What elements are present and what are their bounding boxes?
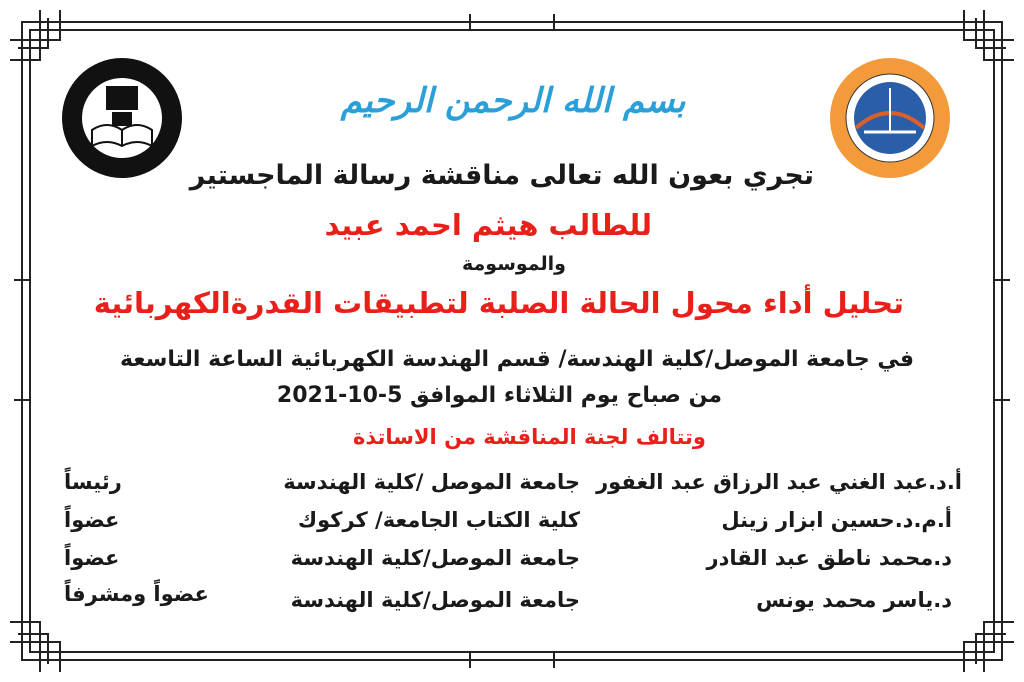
basmala-calligraphy [340, 40, 686, 150]
committee-member-row [0, 508, 1024, 548]
member-affiliation: كلية الكتاب الجامعة/ كركوك [297, 508, 580, 532]
member-role: عضواً ومشرفاً [64, 582, 209, 606]
committee-member-row [0, 470, 1024, 510]
basmala-text: بسم الله الرحمن الرحيم [340, 81, 686, 121]
committee-member-row [0, 582, 1024, 628]
committee-heading: وتتالف لجنة المناقشة من الاساتذة [352, 425, 706, 449]
college-of-engineering-logo [830, 58, 950, 178]
member-affiliation: جامعة الموصل /كلية الهندسة [283, 470, 580, 494]
member-name: د.محمد ناطق عبد القادر [706, 546, 952, 570]
date-line: من صباح يوم الثلاثاء الموافق 5-10-2021 [276, 383, 722, 408]
titled-label: والموسومة [462, 253, 566, 275]
place-time-line: في جامعة الموصل/كلية الهندسة/ قسم الهندسة الكهربائية الساعة التاسعة [119, 347, 914, 372]
student-name: للطالب هيثم احمد عبيد [324, 208, 652, 242]
member-affiliation: جامعة الموصل/كلية الهندسة [290, 588, 580, 612]
member-role: عضواً [64, 508, 120, 532]
member-role: رئيساً [64, 470, 122, 494]
thesis-title: تحليل أداء محول الحالة الصلبة لتطبيقات القدرةالكهربائية [93, 286, 904, 320]
member-affiliation: جامعة الموصل/كلية الهندسة [290, 546, 580, 570]
committee-member-row [0, 546, 1024, 586]
intro-line: تجري بعون الله تعالى مناقشة رسالة الماجستير [189, 160, 814, 191]
member-name: أ.م.د.حسين ابزار زينل [721, 508, 952, 532]
member-name: د.ياسر محمد يونس [756, 588, 952, 612]
member-name: أ.د.عبد الغني عبد الرزاق عبد الغفور [596, 470, 962, 494]
member-role: عضواً [64, 546, 120, 570]
university-of-mosul-logo [62, 58, 182, 178]
